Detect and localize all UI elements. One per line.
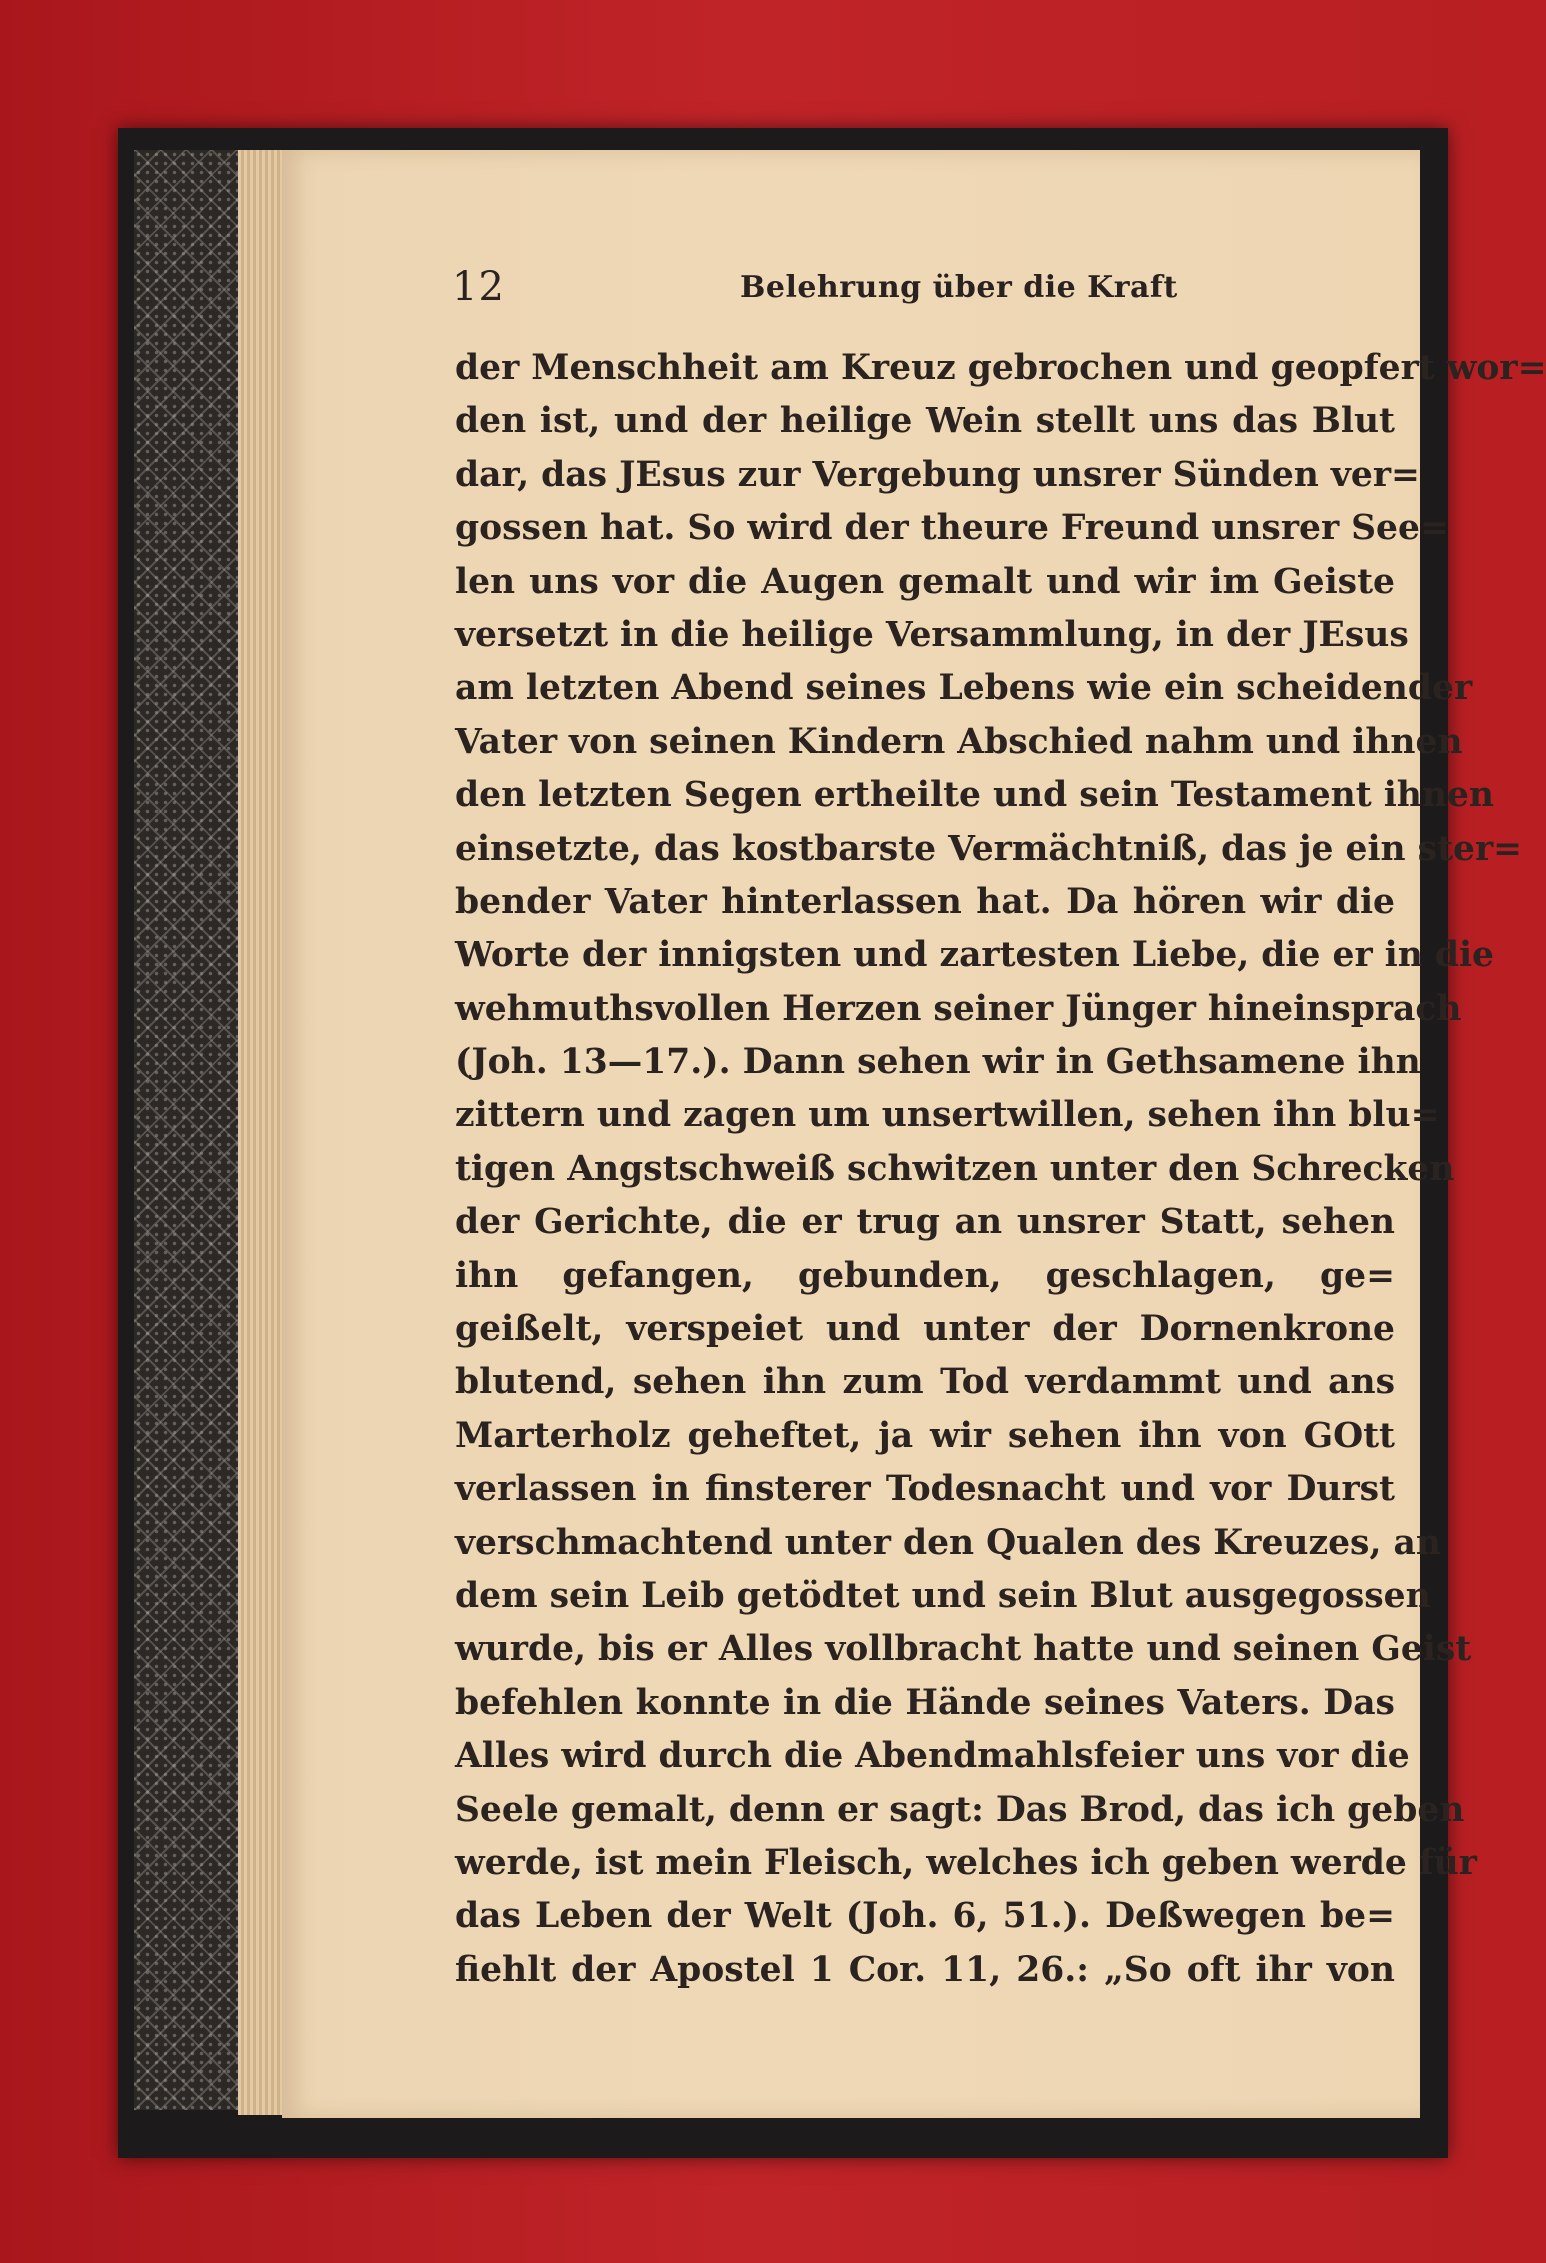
text-line: geißelt, verspeiet und unter der Dornenkrone xyxy=(455,1309,1395,1350)
text-line: tigen Angstschweiß schwitzen unter den Schrecken xyxy=(455,1148,1455,1189)
text-line: Marterholz geheftet, ja wir sehen ihn von GOtt xyxy=(455,1415,1395,1456)
body-text xyxy=(455,342,1546,1997)
text-line: len uns vor die Augen gemalt und wir im Geiste xyxy=(455,561,1395,602)
page-edges xyxy=(238,150,284,2115)
book-spine-cloth xyxy=(134,150,238,2110)
text-line: das Leben der Welt (Joh. 6, 51.). Deßwegen be= xyxy=(455,1896,1395,1937)
text-line: Seele gemalt, denn er sagt: Das Brod, das ich geben xyxy=(455,1789,1465,1830)
text-line: befehlen konnte in die Hände seines Vaters. Das xyxy=(455,1682,1395,1723)
text-line: der Gerichte, die er trug an unsrer Statt, sehen xyxy=(455,1202,1395,1243)
text-line: wehmuthsvollen Herzen seiner Jünger hineinsprach xyxy=(455,988,1462,1029)
text-line: der Menschheit am Kreuz gebrochen und geopfert wor= xyxy=(455,348,1546,388)
text-line: blutend, sehen ihn zum Tod verdammt und ans xyxy=(455,1362,1395,1403)
page-number: 12 xyxy=(452,264,505,310)
text-line: Worte der innigsten und zartesten Liebe, die er in die xyxy=(455,935,1495,976)
text-line: ihn gefangen, gebunden, geschlagen, ge= xyxy=(455,1255,1395,1296)
text-line: verschmachtend unter den Qualen des Kreuzes, an xyxy=(455,1522,1441,1563)
text-line: verlassen in finsterer Todesnacht und vor Durst xyxy=(455,1469,1395,1510)
text-line: gossen hat. So wird der theure Freund unsrer See= xyxy=(455,508,1449,549)
text-line: bender Vater hinterlassen hat. Da hören wir die xyxy=(455,881,1395,922)
text-line: zittern und zagen um unsertwillen, sehen ihn blu= xyxy=(455,1095,1440,1136)
text-line: fiehlt der Apostel 1 Cor. 11, 26.: „So oft ihr von xyxy=(455,1949,1395,1990)
text-line: (Joh. 13—17.). Dann sehen wir in Gethsamene ihn xyxy=(455,1042,1421,1083)
text-line: wurde, bis er Alles vollbracht hatte und seinen Geist xyxy=(455,1629,1472,1670)
running-head: Belehrung über die Kraft xyxy=(740,270,1178,305)
text-line: werde, ist mein Fleisch, welches ich geben werde für xyxy=(455,1842,1477,1883)
text-line: Vater von seinen Kindern Abschied nahm und ihnen xyxy=(455,721,1463,762)
text-line: den letzten Segen ertheilte und sein Testament ihnen xyxy=(455,775,1495,816)
text-line: versetzt in die heilige Versammlung, in der JEsus xyxy=(455,614,1409,655)
text-line: dem sein Leib getödtet und sein Blut ausgegossen xyxy=(455,1575,1431,1616)
text-line: dar, das JEsus zur Vergebung unsrer Sünden ver= xyxy=(455,454,1420,495)
text-line: am letzten Abend seines Lebens wie ein scheidender xyxy=(455,668,1473,709)
text-line: Alles wird durch die Abendmahlsfeier uns vor die xyxy=(455,1736,1410,1777)
text-line: einsetzte, das kostbarste Vermächtniß, das je ein ster= xyxy=(455,828,1523,869)
text-line: den ist, und der heilige Wein stellt uns das Blut xyxy=(455,401,1395,442)
